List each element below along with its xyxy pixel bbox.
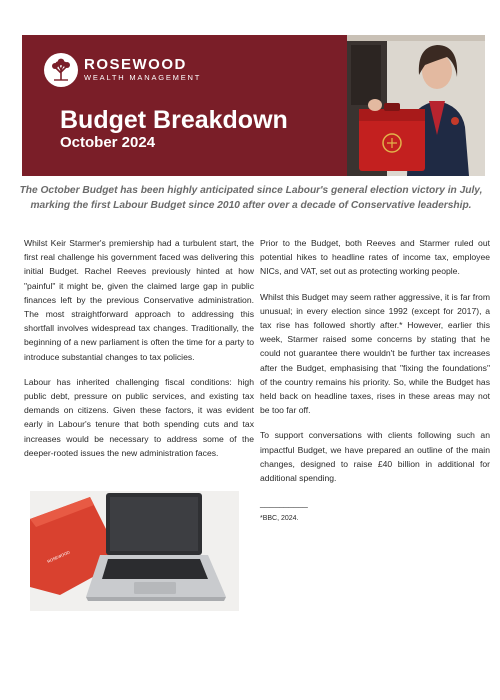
paragraph: Labour has inherited challenging fiscal conditions: high public debt, pressure on public services, and existing tax demands on citizens. Given these factors, it was evident early in Labour's tenure that both spending cuts and tax increases would be necessary to address some of the deeper-rooted issues the new administration faces. (24, 376, 254, 458)
header-banner (22, 35, 485, 176)
footnote: *BBC, 2024. (260, 515, 299, 523)
paragraph: Prior to the Budget, both Reeves and Starmer ruled out potential hikes to headline rates of income tax, employee NICs, and VAT, set out as protecting working people. (260, 238, 490, 277)
svg-text:ROSEWOOD: ROSEWOOD (46, 549, 71, 564)
page-title: Budget Breakdown (60, 106, 288, 134)
left-column (24, 236, 254, 471)
brand-text (84, 57, 201, 83)
chancellor-photo (347, 35, 485, 176)
right-column (260, 236, 490, 527)
paragraph: Whilst Keir Starmer's premiership had a turbulent start, the first real challenge his government faced was delivering this initial Budget. Rachel Reeves previously hinted at how "painful" it might be, given the claimed large gap in public finances left by the previous Conservative administration. The most straightforward approach to addressing this shortfall involves widespread tax changes. Traditionally, the beginning of a new parliament is often the time for a party to introduce substantial changes to tax policies. (24, 238, 254, 362)
tree-icon (44, 53, 78, 87)
paragraph: To support conversations with clients following such an impactful Budget, we have prepared an outline of the main changes, designed to raise £40 billion in additional for additional spending. (260, 430, 490, 484)
brand-logo (44, 53, 201, 87)
intro-paragraph: The October Budget has been highly anticipated since Labour's general election victory in July, marking the first Labour Budget since 2010 after over a decade of Conservative leadership. (19, 185, 483, 211)
footnote-rule: __________ (260, 498, 308, 509)
brand-name: ROSEWOOD (84, 56, 187, 73)
paragraph: Whilst this Budget may seem rather aggressive, it is far from unusual; in every election since 1992 (except for 2017), a tax rise has followed shortly after.* However, earlier this week, Starmer raised some concerns by stating that he could not guarantee there wouldn't be further tax increases after the Budget, emphasising that "fixing the foundations" of the country remains his priority. So, while the Budget has held back on headline taxes, rises in these areas may not be too far off. (260, 291, 490, 416)
laptop-photo (30, 491, 239, 611)
brand-subtitle: WEALTH MANAGEMENT (84, 73, 202, 82)
page-subtitle: October 2024 (60, 134, 156, 151)
